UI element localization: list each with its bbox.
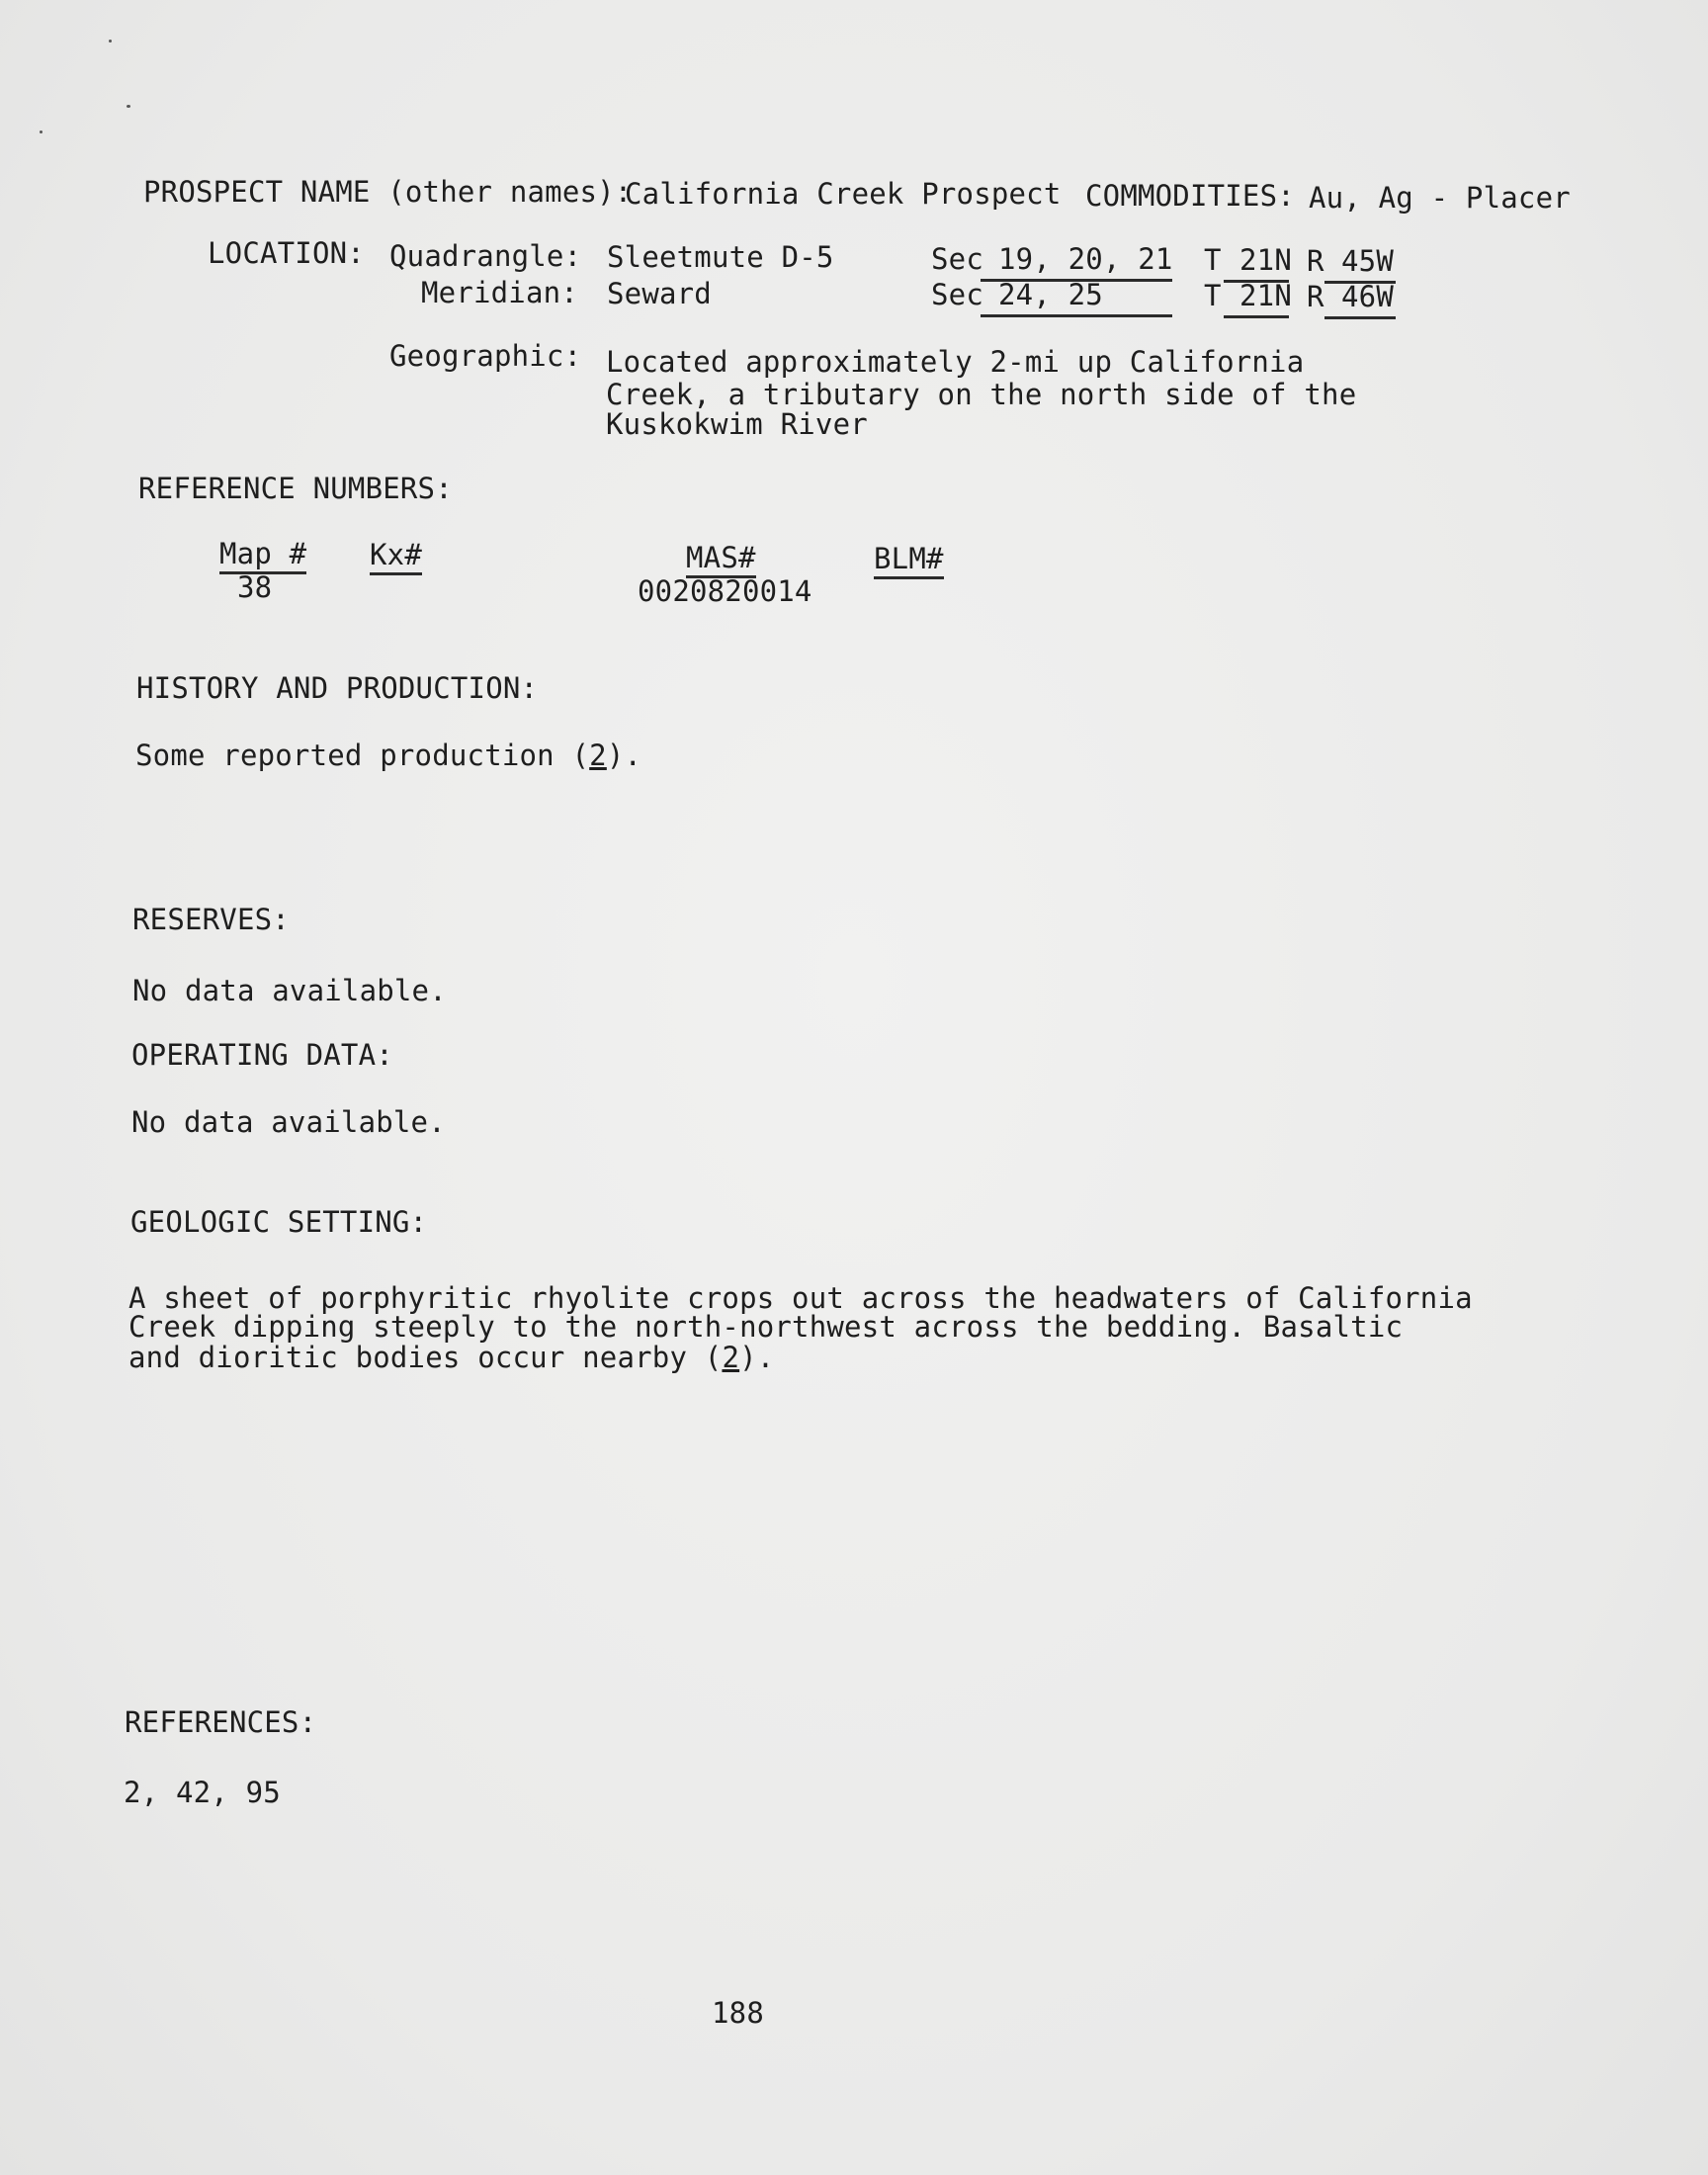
range-underline (1324, 316, 1396, 319)
sec-value: 24, 25 (998, 278, 1103, 311)
mas-number-label: MAS# (686, 542, 756, 578)
geologic-text-line (128, 1342, 774, 1373)
township-label: T (1204, 279, 1222, 312)
geologic-text-line: Creek dipping steeply to the north-northwest across the bedding. Basaltic (128, 1310, 1404, 1344)
geographic-line: Creek, a tributary on the north side of the (606, 378, 1357, 411)
page-number: 188 (712, 1996, 764, 2030)
location-label: LOCATION: (208, 236, 365, 270)
quadrangle-value: Sleetmute D-5 (607, 240, 834, 274)
meridian-label: Meridian: (421, 276, 578, 309)
scan-speck (127, 105, 130, 108)
township-value: 21N (1239, 279, 1292, 312)
references-heading: REFERENCES: (125, 1705, 317, 1739)
kx-number-label: Kx# (370, 539, 422, 575)
map-number-label: Map # (219, 538, 306, 574)
references-list: 2, 42, 95 (124, 1776, 281, 1809)
mas-number-value: 0020820014 (638, 574, 812, 608)
history-heading: HISTORY AND PRODUCTION: (136, 671, 539, 705)
sec-underline (981, 314, 1172, 317)
geographic-line: Kuskokwim River (606, 407, 868, 441)
range-label: R (1307, 280, 1324, 313)
reference-numbers-heading: REFERENCE NUMBERS: (138, 472, 453, 505)
reserves-heading: RESERVES: (132, 903, 290, 936)
sec-value: 19, 20, 21 (998, 242, 1173, 276)
commodities-value: Au, Ag - Placer (1309, 181, 1571, 215)
blm-number-label: BLM# (874, 543, 944, 579)
reserves-text: No data available. (132, 974, 447, 1007)
geologic-text-end: ). (739, 1341, 775, 1374)
quadrangle-label: Quadrangle: (389, 239, 582, 273)
meridian-value: Seward (607, 277, 712, 310)
history-text-end: ). (606, 739, 642, 772)
history-text-start: Some reported production ( (135, 739, 590, 772)
geographic-label: Geographic: (389, 339, 582, 373)
scan-speck (109, 40, 112, 43)
township-label: T (1204, 243, 1222, 277)
sec-label: Sec (931, 242, 983, 276)
range-value: 45W (1341, 244, 1394, 278)
scan-speck (40, 130, 43, 133)
commodities-label: COMMODITIES: (1085, 179, 1295, 213)
geologic-reference: 2 (722, 1341, 740, 1374)
township-underline (1224, 315, 1289, 318)
prospect-name-label: PROSPECT NAME (other names): (143, 175, 633, 209)
sec-label: Sec (931, 278, 983, 311)
map-number-value: 38 (237, 570, 273, 604)
operating-data-text: No data available. (131, 1105, 446, 1139)
geologic-text-line: A sheet of porphyritic rhyolite crops out across the headwaters of California (128, 1281, 1473, 1315)
operating-data-heading: OPERATING DATA: (131, 1038, 393, 1072)
geologic-text-start: and dioritic bodies occur nearby ( (128, 1341, 723, 1374)
history-text (135, 740, 641, 771)
township-value: 21N (1239, 243, 1292, 277)
geographic-line: Located approximately 2-mi up California (606, 345, 1305, 379)
prospect-name: California Creek Prospect (625, 177, 1062, 211)
history-reference: 2 (589, 739, 607, 772)
geologic-setting-heading: GEOLOGIC SETTING: (130, 1205, 428, 1239)
range-label: R (1307, 244, 1324, 278)
range-value: 46W (1341, 280, 1394, 313)
